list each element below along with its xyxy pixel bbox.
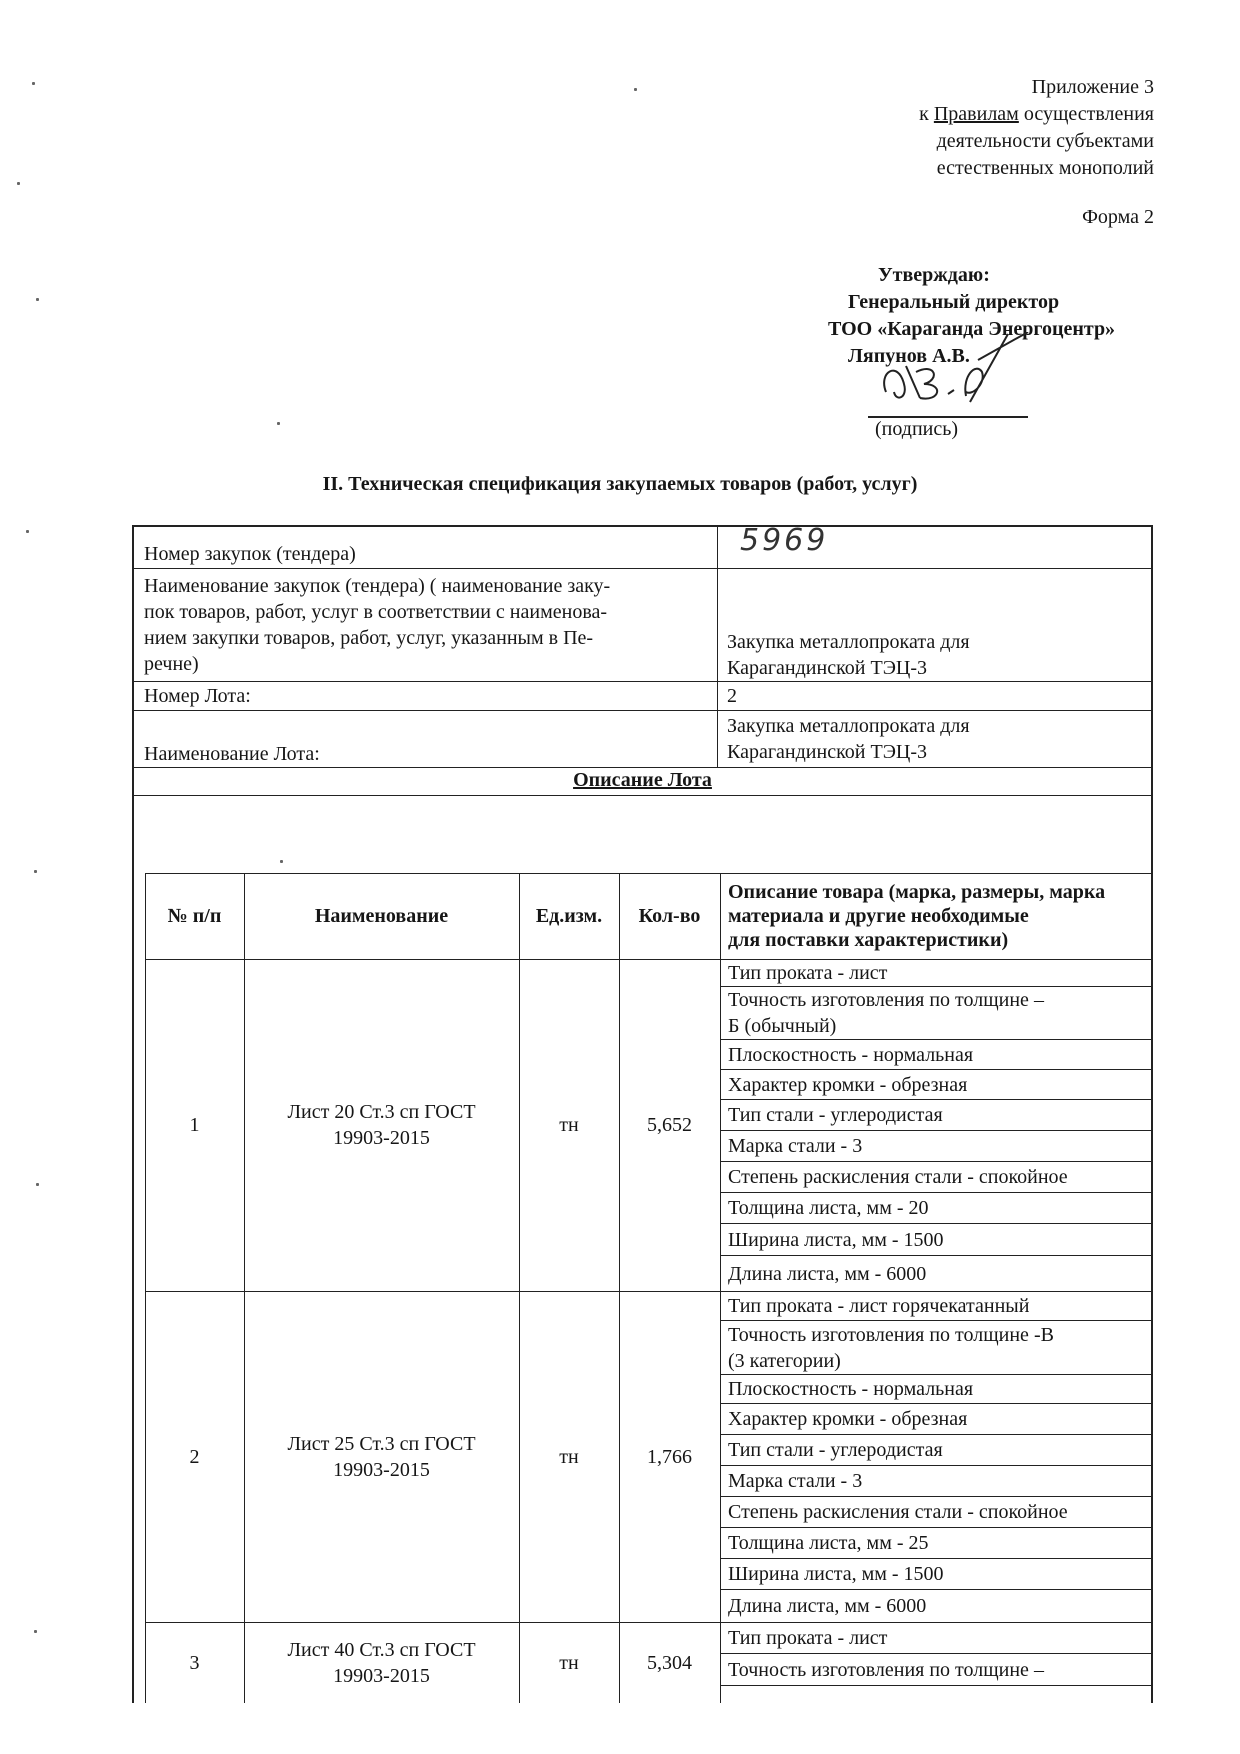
scan-speck [34, 870, 37, 873]
tender-name-value: Закупка металлопроката для Карагандинской ТЭЦ-3 [727, 631, 970, 679]
tender-name-label: Наименование закупок (тендера) ( наименование заку- пок товаров, работ, услуг в соответствии с наименова- нием закупки товаров, работ, услуг, указанным в Пе- речне) [144, 575, 611, 675]
row-qty: 5,304 [647, 1651, 692, 1674]
row-desc-line: Плоскостность - нормальная [720, 1375, 1151, 1404]
lot-name-label: Наименование Лота: [144, 743, 320, 765]
approval-line-2: Генеральный директор [848, 291, 1060, 313]
scan-speck [26, 530, 29, 533]
scan-speck [280, 860, 283, 863]
row-desc-line: Толщина листа, мм - 20 [720, 1193, 1151, 1224]
lot-number-label: Номер Лота: [144, 685, 251, 707]
signature-scribble [858, 332, 1038, 422]
scan-speck [277, 422, 280, 425]
lot-number-value: 2 [727, 685, 737, 707]
lot-description-header: Описание Лота [573, 769, 712, 791]
annex-block [919, 74, 1154, 182]
rules-link-text: Правилам [933, 103, 1019, 125]
row-desc-line: Тип проката - лист горячекатанный [720, 1291, 1151, 1321]
document-title: II. Техническая спецификация закупаемых товаров (работ, услуг) [322, 473, 918, 495]
annex-line-2: к Правилам осуществления [919, 103, 1154, 125]
row-desc-line: Ширина листа, мм - 1500 [720, 1559, 1151, 1590]
row-desc-line: Марка стали - 3 [720, 1466, 1151, 1497]
row-num: 3 [189, 1651, 200, 1674]
row-num: 2 [189, 1445, 200, 1468]
summary-divider [717, 527, 718, 767]
row-desc-line: Тип стали - углеродистая [720, 1100, 1151, 1131]
row-unit: тн [559, 1445, 579, 1468]
row-desc-line: Степень раскисления стали - спокойное [720, 1497, 1151, 1528]
approval-line-1: Утверждаю: [878, 264, 990, 286]
row-desc-line: Точность изготовления по толщине – [720, 1654, 1151, 1686]
row-qty: 5,652 [647, 1114, 692, 1136]
row-desc-line: Тип проката - лист [720, 959, 1151, 987]
tender-number-label: Номер закупок (тендера) [144, 543, 356, 565]
annex-line-1: Приложение 3 [1031, 76, 1154, 98]
form-label: Форма 2 [1082, 206, 1154, 228]
lot-name-value: Закупка металлопроката для Карагандинской ТЭЦ-3 [727, 715, 970, 763]
row-desc-line: Степень раскисления стали - спокойное [720, 1162, 1151, 1193]
row-desc-line: Ширина листа, мм - 1500 [720, 1224, 1151, 1256]
row-desc-line: Точность изготовления по толщине -В (3 категории) [720, 1321, 1151, 1375]
row-desc-line: Марка стали - 3 [720, 1131, 1151, 1162]
row-name: Лист 20 Ст.3 сп ГОСТ 19903-2015 [287, 1101, 476, 1149]
row-num: 1 [189, 1114, 200, 1136]
row-desc-line: Длина листа, мм - 6000 [728, 1262, 927, 1285]
row-desc-line: Тип проката - лист [720, 1622, 1151, 1654]
header-num: № п/п [167, 905, 222, 927]
scan-speck [36, 1183, 39, 1186]
header-unit: Ед.изм. [535, 905, 603, 927]
header-name: Наименование [314, 905, 449, 927]
header-description: Описание товара (марка, размеры, марка материала и другие необходимые для поставки характеристики) [728, 881, 1106, 951]
scan-speck [36, 298, 39, 301]
header-qty: Кол-во [638, 905, 701, 927]
signature-label: (подпись) [875, 418, 959, 440]
row-name: Лист 25 Ст.3 сп ГОСТ 19903-2015 [287, 1432, 476, 1481]
row-qty: 1,766 [647, 1445, 692, 1468]
row-name: Лист 40 Ст.3 сп ГОСТ 19903-2015 [287, 1638, 476, 1687]
scan-speck [634, 88, 637, 91]
annex-line-3: деятельности субъектами [936, 130, 1154, 152]
row-desc-line: Толщина листа, мм - 25 [720, 1528, 1151, 1559]
approval-line-3: ТОО «Караганда Энергоцентр» [828, 318, 1116, 340]
scan-speck [17, 182, 20, 185]
scan-speck [34, 1630, 37, 1633]
row-desc-line: Характер кромки - обрезная [720, 1070, 1151, 1100]
row-desc-line: Плоскостность - нормальная [720, 1040, 1151, 1070]
row-desc-line: Характер кромки - обрезная [720, 1404, 1151, 1435]
row-unit: тн [559, 1651, 579, 1674]
tender-number-value: 5969 [740, 523, 829, 558]
annex-line-4: естественных монополий [936, 157, 1154, 179]
row-desc-line: Точность изготовления по толщине – Б (обычный) [720, 987, 1151, 1040]
row-desc-line: Тип стали - углеродистая [720, 1435, 1151, 1466]
row-unit: тн [559, 1114, 579, 1136]
items-table [145, 873, 1153, 1703]
row-desc-line: Длина листа, мм - 6000 [728, 1595, 927, 1617]
approval-line-4: Ляпунов А.В. [848, 345, 970, 367]
scan-speck [32, 82, 35, 85]
